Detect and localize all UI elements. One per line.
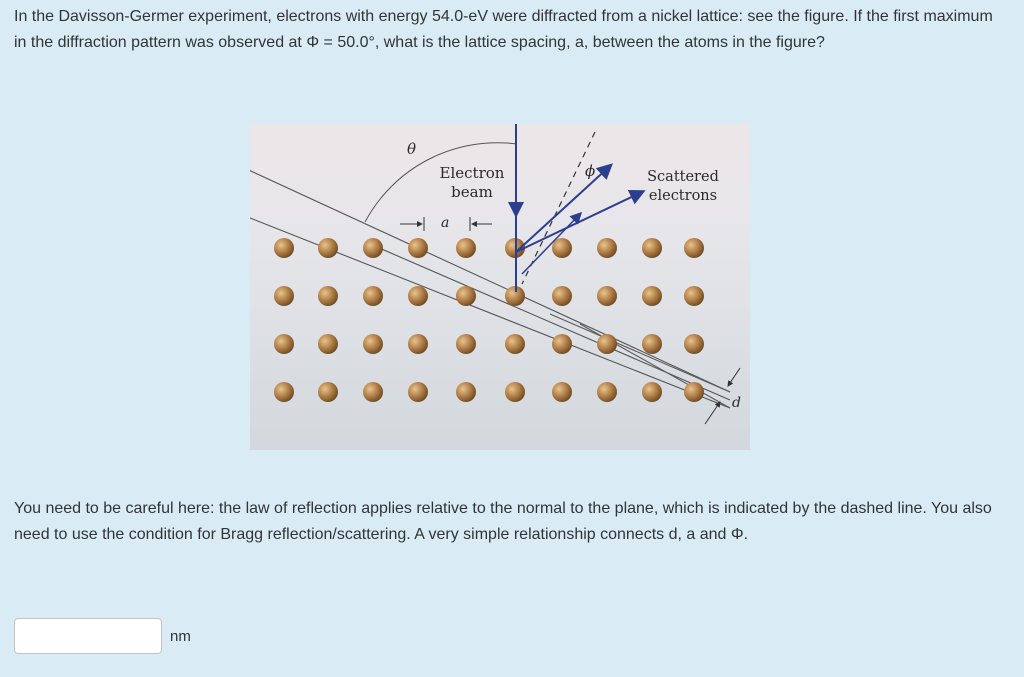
hint-text: You need to be careful here: the law of reflection applies relative to the normal to the plane, which is indicated by the dashed line. You also need to use the condition for Bragg reflection/scattering. A very simple relationship connects d, a and Φ. xyxy=(14,500,992,543)
nickel-atom xyxy=(684,286,704,306)
nickel-atom xyxy=(363,286,383,306)
nickel-atom xyxy=(684,382,704,402)
nickel-atom xyxy=(456,286,476,306)
nickel-atom xyxy=(274,238,294,258)
nickel-atom xyxy=(597,382,617,402)
nickel-atom xyxy=(505,382,525,402)
electron-beam-label-line2: beam xyxy=(451,183,493,201)
nickel-atom xyxy=(552,382,572,402)
unit-label: nm xyxy=(170,628,191,645)
nickel-atom xyxy=(318,286,338,306)
phi-label: ϕ xyxy=(585,162,596,180)
scattered-electrons-label xyxy=(646,168,720,206)
nickel-atom xyxy=(684,334,704,354)
answer-input[interactable] xyxy=(14,618,162,654)
electron-beam-label-line1: Electron xyxy=(439,164,505,182)
theta-label: θ xyxy=(407,140,417,158)
atom-lattice xyxy=(274,238,704,402)
nickel-atom xyxy=(408,334,428,354)
nickel-atom xyxy=(318,334,338,354)
nickel-atom xyxy=(684,238,704,258)
scattered-electrons-label-line1: Scattered xyxy=(647,169,719,185)
question-text: In the Davisson-Germer experiment, electrons with energy 54.0-eV were diffracted from a nickel lattice: see the figure. If the first maximum in the diffraction pattern was observed at Φ = 50.0°, what is the lattice spacing, a, between the atoms in the figure? xyxy=(14,8,993,51)
nickel-atom xyxy=(456,382,476,402)
d-label: d xyxy=(732,395,741,411)
scattered-electrons-label-line2: electrons xyxy=(648,188,718,204)
nickel-atom xyxy=(642,334,662,354)
nickel-atom xyxy=(274,334,294,354)
scattered-arrow-2 xyxy=(516,192,642,252)
nickel-atom xyxy=(274,286,294,306)
nickel-atom xyxy=(552,286,572,306)
nickel-atom xyxy=(456,238,476,258)
nickel-atom xyxy=(318,238,338,258)
nickel-atom xyxy=(318,382,338,402)
davisson-germer-figure xyxy=(250,124,750,450)
nickel-atom xyxy=(642,238,662,258)
nickel-atom xyxy=(642,286,662,306)
nickel-atom xyxy=(363,238,383,258)
nickel-atom xyxy=(408,238,428,258)
nickel-atom xyxy=(642,382,662,402)
nickel-atom xyxy=(552,334,572,354)
nickel-atom xyxy=(552,238,572,258)
electron-beam-label xyxy=(436,164,508,202)
nickel-atom xyxy=(505,334,525,354)
normal-dashed-line xyxy=(522,132,595,284)
nickel-atom xyxy=(363,334,383,354)
nickel-atom xyxy=(456,334,476,354)
nickel-atom xyxy=(408,382,428,402)
nickel-atom xyxy=(363,382,383,402)
nickel-atom xyxy=(597,238,617,258)
nickel-atom xyxy=(408,286,428,306)
nickel-atom xyxy=(597,286,617,306)
a-label: a xyxy=(441,215,450,231)
nickel-atom xyxy=(274,382,294,402)
nickel-atom xyxy=(597,334,617,354)
